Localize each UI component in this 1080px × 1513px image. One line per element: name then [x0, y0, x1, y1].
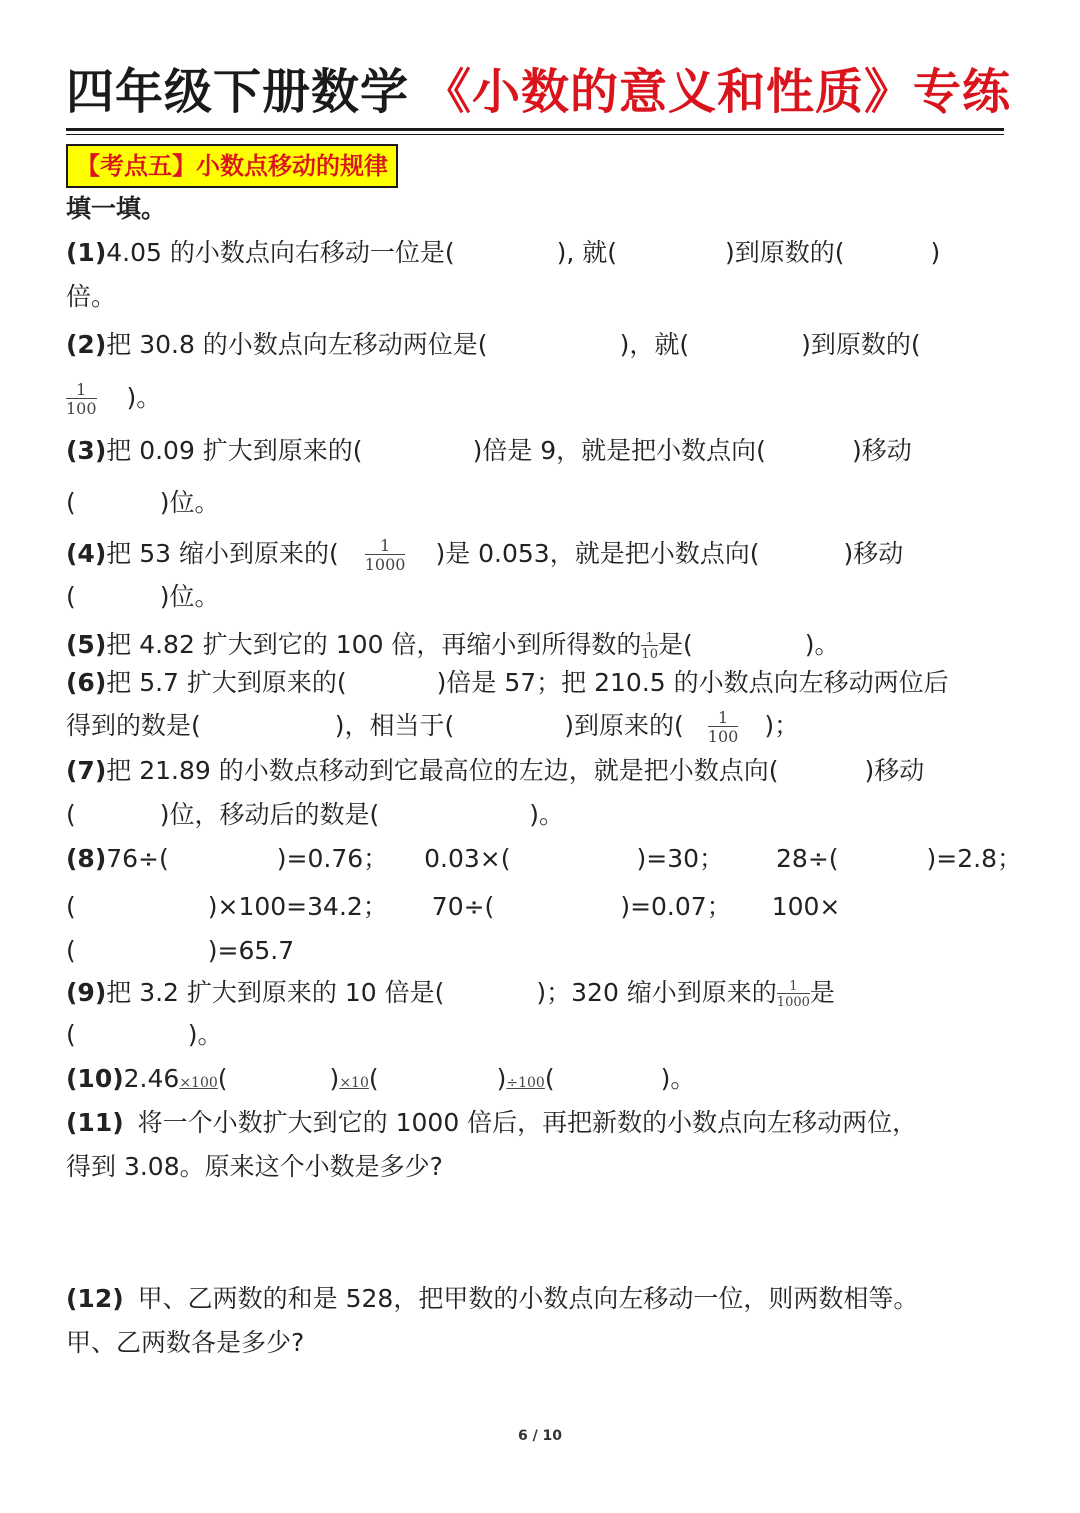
fraction: [364, 535, 406, 574]
question-text: 得到 3.08。原来这个小数是多少?: [66, 1152, 443, 1181]
question-text: (: [66, 1020, 76, 1049]
fraction-numerator: 1: [645, 630, 654, 646]
question-8-row-2: [66, 892, 840, 922]
question-text: (: [217, 1064, 228, 1093]
question-2: [66, 330, 921, 360]
question-text: )。: [529, 800, 565, 829]
fraction-denominator: 1000: [364, 554, 406, 574]
title-rule-thin: [66, 134, 1004, 135]
question-text: )到原数的(: [801, 330, 921, 359]
question-7: [66, 756, 924, 786]
fraction: [641, 632, 658, 661]
question-2-cont: [66, 380, 161, 417]
question-text: )移动: [864, 756, 925, 785]
question-11-cont: [66, 1152, 443, 1182]
section-badge: 【考点五】小数点移动的规律: [66, 144, 398, 188]
question-text: 甲、乙两数各是多少?: [66, 1328, 305, 1357]
fraction-numerator: 1: [717, 707, 729, 727]
fraction: [707, 707, 739, 746]
fraction: [66, 379, 97, 418]
question-12-cont: [66, 1328, 304, 1358]
question-text: 。: [670, 1064, 696, 1093]
question-text: (: [66, 488, 76, 517]
question-text: )×100=34.2；: [207, 892, 388, 921]
question-text: (: [66, 800, 76, 829]
question-text: )=2.8；: [926, 844, 1023, 873]
question-3-cont: [66, 488, 220, 518]
question-text: )移动: [843, 539, 904, 568]
question-text: 100×: [771, 892, 841, 921]
operation-label: ×100: [179, 1075, 218, 1091]
question-text: 2.46: [123, 1064, 180, 1093]
question-8-row-3: [66, 936, 294, 966]
fraction-denominator: 100: [707, 726, 739, 746]
title-grade: 四年级下册数学: [66, 64, 410, 120]
question-6: [66, 668, 949, 698]
question-7-cont: [66, 800, 564, 830]
question-text: (: [66, 936, 76, 965]
question-text: )=65.7: [207, 936, 295, 965]
question-text: 70÷(: [431, 892, 495, 921]
question-text: )是 0.053，就是把小数点向(: [435, 539, 760, 568]
question-text: 76÷(: [106, 844, 169, 873]
question-text: )。: [187, 1020, 223, 1049]
fraction-numerator: 1: [789, 978, 798, 994]
question-text: )，相当于(: [334, 711, 455, 740]
section-heading: 填一填。: [66, 194, 167, 223]
question-number: (10): [66, 1064, 124, 1093]
worksheet-title: [66, 64, 1012, 120]
question-text: )。: [804, 630, 840, 659]
question-text: 把 53 缩小到原来的(: [106, 539, 339, 568]
question-number: (1): [66, 238, 107, 267]
question-text: 将一个小数扩大到它的 1000 倍后，再把新数的小数点向左移动两位，: [137, 1108, 918, 1137]
question-5: [66, 628, 840, 662]
question-text: )到原数的(: [725, 238, 845, 267]
question-text: )位。: [159, 582, 220, 611]
question-text: 把 30.8 的小数点向左移动两位是(: [106, 330, 488, 359]
question-text: (: [66, 582, 76, 611]
question-4-cont: [66, 582, 220, 612]
question-3: [66, 436, 912, 466]
question-text: (: [66, 892, 76, 921]
page-number: 6 / 10: [517, 1428, 563, 1444]
question-text: ), 就(: [556, 238, 618, 267]
fraction-numerator: 1: [76, 379, 87, 399]
question-text: )移动: [851, 436, 912, 465]
question-text: )；320 缩小到原来的: [536, 978, 777, 1007]
question-text: (: [368, 1064, 379, 1093]
fraction-denominator: 1000: [776, 994, 810, 1010]
question-text: )倍是 9，就是把小数点向(: [472, 436, 766, 465]
question-number: (6): [66, 668, 107, 697]
question-text: (: [544, 1064, 555, 1093]
question-text: 把 0.09 扩大到原来的(: [106, 436, 363, 465]
question-4: [66, 536, 903, 573]
fraction-numerator: 1: [379, 535, 391, 555]
question-text: 是(: [657, 630, 693, 659]
question-text: ): [329, 1064, 340, 1093]
question-number: (8): [66, 844, 107, 873]
question-text: 倍。: [66, 282, 117, 311]
question-text: 把 4.82 扩大到它的 100 倍，再缩小到所得数的: [106, 630, 642, 659]
operation-label: ÷100: [506, 1075, 545, 1091]
question-9-cont: [66, 1020, 223, 1050]
question-number: (12): [66, 1284, 124, 1313]
title-topic: 《小数的意义和性质》专练: [423, 64, 1012, 120]
question-text: 把 5.7 扩大到原来的(: [106, 668, 347, 697]
question-number: (5): [66, 630, 107, 659]
question-text: 是: [809, 978, 835, 1007]
fraction-denominator: 10: [641, 646, 658, 662]
question-number: (3): [66, 436, 107, 465]
question-1-cont: [66, 282, 116, 312]
question-text: 把 21.89 的小数点移动到它最高位的左边，就是把小数点向(: [106, 756, 779, 785]
question-6-cont: [66, 708, 799, 745]
question-text: 0.03×(: [424, 844, 511, 873]
question-text: )位。: [159, 488, 220, 517]
question-number: (7): [66, 756, 107, 785]
question-11: [66, 1108, 917, 1138]
question-number: (2): [66, 330, 107, 359]
question-1: [66, 238, 940, 268]
question-text: )=0.76；: [276, 844, 389, 873]
title-rule: [66, 128, 1004, 131]
fraction: [777, 980, 810, 1009]
question-number: (9): [66, 978, 107, 1007]
question-text: )。: [126, 383, 162, 412]
question-text: ): [660, 1064, 671, 1093]
question-text: ): [496, 1064, 507, 1093]
question-10: [66, 1064, 695, 1098]
question-text: )位，移动后的数是(: [159, 800, 380, 829]
question-text: )到原来的(: [564, 711, 684, 740]
question-text: 把 3.2 扩大到原来的 10 倍是(: [106, 978, 445, 1007]
fraction-denominator: 100: [66, 398, 97, 418]
question-text: 4.05 的小数点向右移动一位是(: [106, 238, 455, 267]
question-text: 28÷(: [776, 844, 839, 873]
question-text: )；: [764, 711, 800, 740]
question-text: 甲、乙两数的和是 528，把甲数的小数点向左移动一位，则两数相等。: [137, 1284, 919, 1313]
operation-label: ×10: [339, 1075, 369, 1091]
question-8: [66, 844, 1022, 874]
question-12: [66, 1284, 918, 1314]
question-text: )倍是 57；把 210.5 的小数点向左移动两位后: [436, 668, 949, 697]
question-text: )=0.07；: [620, 892, 732, 921]
question-9: [66, 976, 835, 1010]
question-text: 得到的数是(: [66, 711, 201, 740]
question-number: (4): [66, 539, 107, 568]
question-text: ): [930, 238, 941, 267]
question-text: )，就(: [619, 330, 690, 359]
question-number: (11): [66, 1108, 124, 1137]
question-text: )=30；: [636, 844, 725, 873]
